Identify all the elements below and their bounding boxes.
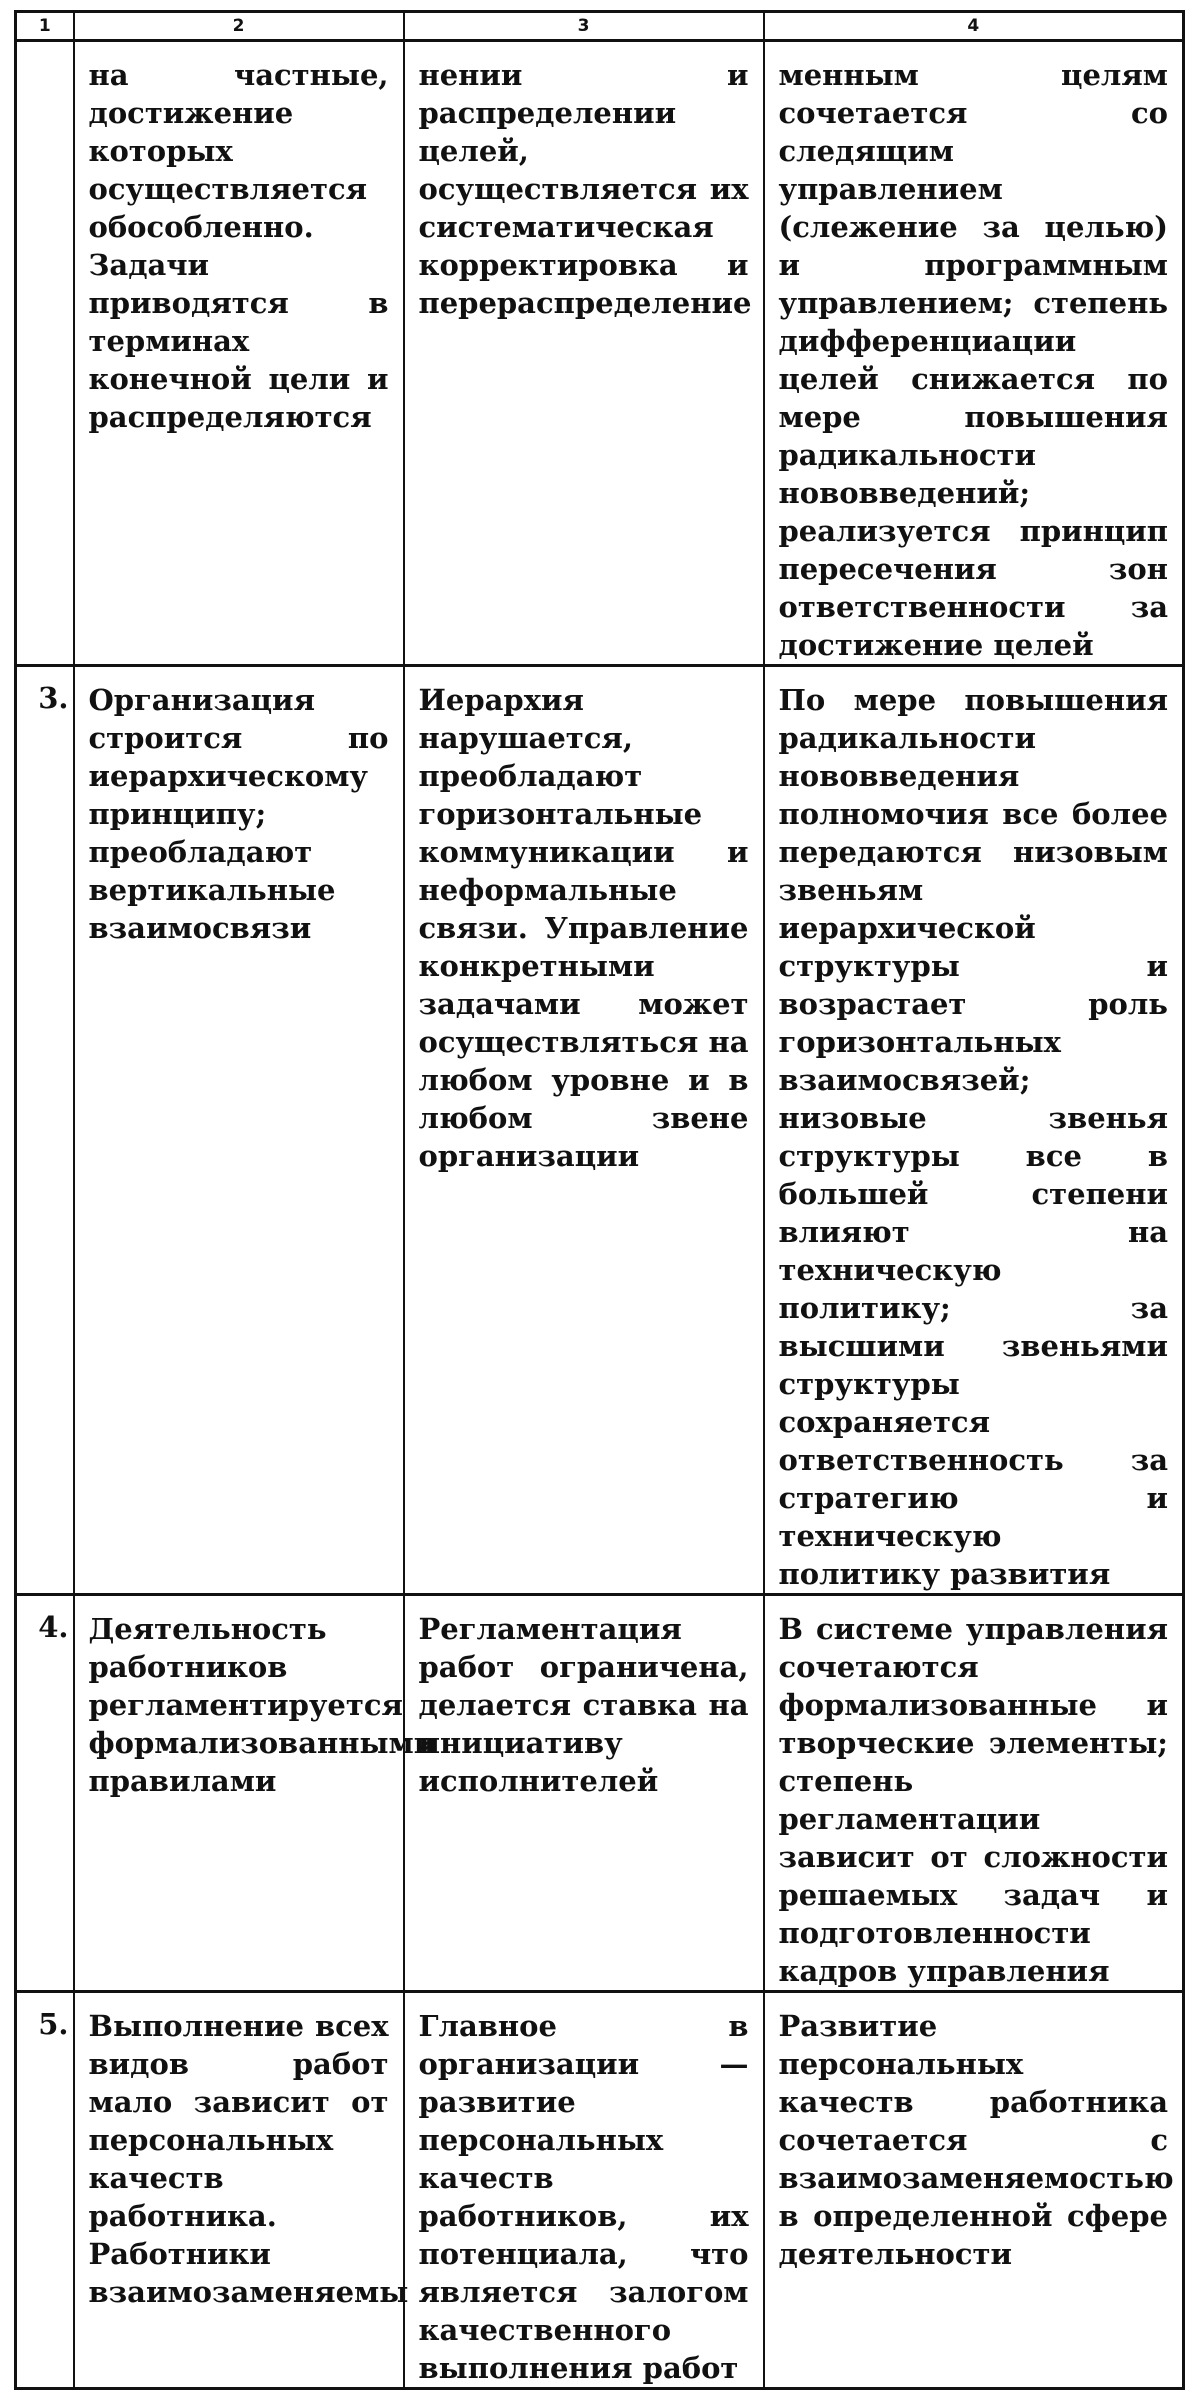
cell-col-3: Регламентация работ ограничена, делается ставка на инициативу исполнителей bbox=[404, 1595, 764, 1992]
header-col-3: 3 bbox=[404, 12, 764, 41]
table-row bbox=[16, 1595, 1184, 1992]
row-number: 3. bbox=[16, 666, 74, 1595]
header-col-2: 2 bbox=[74, 12, 404, 41]
cell-col-4: Развитие персональных качеств работника сочетается с взаимозаменяемостью в определенной сфере деятельности bbox=[764, 1992, 1184, 2389]
comparison-table bbox=[14, 10, 1185, 2390]
cell-col-2: Организация строится по иерархическому принципу; преобладают вертикальные взаимосвязи bbox=[74, 666, 404, 1595]
cell-col-2: на частные, достижение которых осуществляется обособленно. Задачи приводятся в терминах конечной цели и распределяются bbox=[74, 41, 404, 666]
cell-col-2: Деятельность работников регламентируется формализованными правилами bbox=[74, 1595, 404, 1992]
table-row bbox=[16, 666, 1184, 1595]
table-row bbox=[16, 41, 1184, 666]
cell-col-4: В системе управления сочетаются формализованные и творческие элементы; степень регламентации зависит от сложности решаемых задач и подготовленности кадров управления bbox=[764, 1595, 1184, 1992]
header-col-1: 1 bbox=[16, 12, 74, 41]
row-number bbox=[16, 41, 74, 666]
cell-col-3: Главное в организации — развитие персональных качеств работников, их потенциала, что является залогом качественного выполнения работ bbox=[404, 1992, 764, 2389]
row-number: 5. bbox=[16, 1992, 74, 2389]
header-col-4: 4 bbox=[764, 12, 1184, 41]
cell-col-4: менным целям сочетается со следящим управлением (слежение за целью) и программным управлением; степень дифференциации целей снижается по мере повышения радикальности нововведений; реализуется принцип пересечения зон ответственности за достижение целей bbox=[764, 41, 1184, 666]
cell-col-4: По мере повышения радикальности нововведения полномочия все более передаются низовым звеньям иерархической структуры и возрастает роль горизонтальных взаимосвязей; низовые звенья структуры все в большей степени влияют на техническую политику; за высшими звеньями структуры сохраняется ответственность за стратегию и техническую политику развития bbox=[764, 666, 1184, 1595]
table-header-row bbox=[16, 12, 1184, 41]
cell-col-2: Выполнение всех видов работ мало зависит от персональных качеств работника. Работники взаимозаменяемы bbox=[74, 1992, 404, 2389]
document-page bbox=[14, 10, 1182, 2385]
cell-col-3: нении и распределении целей, осуществляется их систематическая корректировка и перераспределение bbox=[404, 41, 764, 666]
row-number: 4. bbox=[16, 1595, 74, 1992]
cell-col-3: Иерархия нарушается, преобладают горизонтальные коммуникации и неформальные связи. Управление конкретными задачами может осуществляться на любом уровне и в любом звене организации bbox=[404, 666, 764, 1595]
table-row bbox=[16, 1992, 1184, 2389]
